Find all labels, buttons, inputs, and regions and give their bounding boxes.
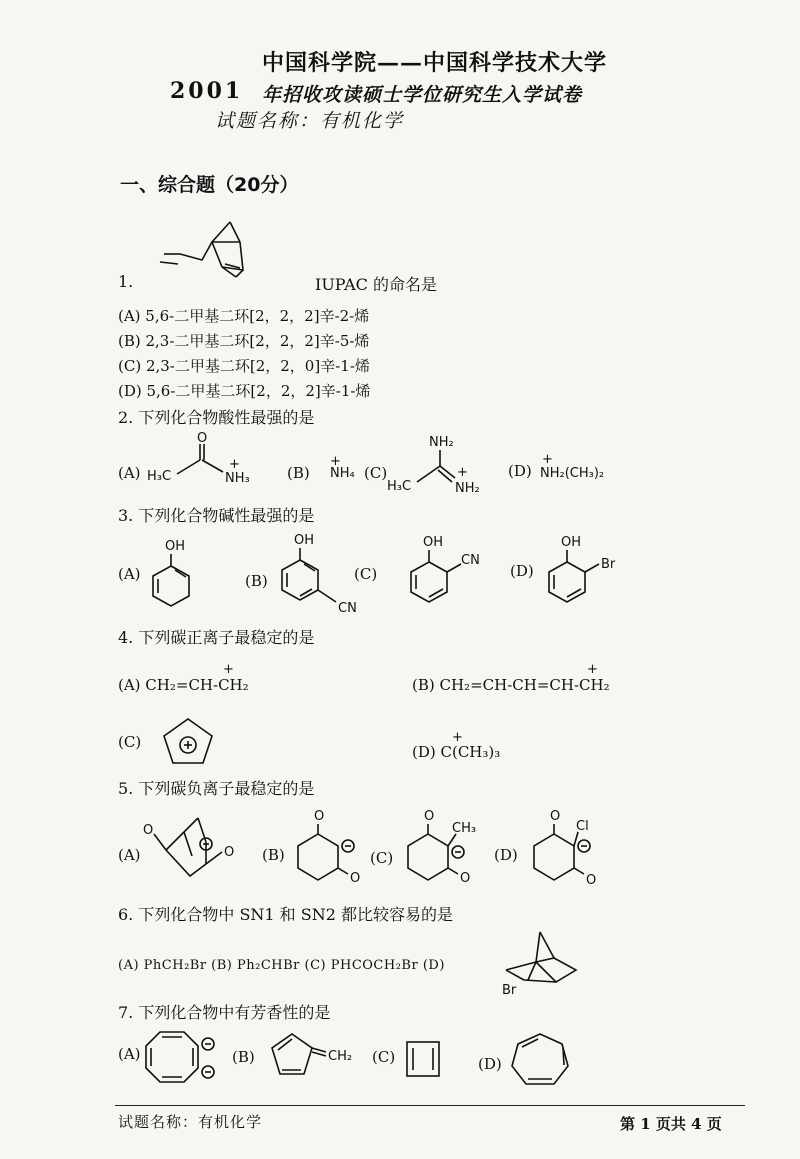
q4-a-plus: +: [223, 662, 234, 677]
q3-option-a-label: (A): [118, 565, 141, 583]
q7-b-fulvene-structure: [270, 1030, 365, 1085]
q5-d-o-bottom: O: [586, 873, 597, 888]
q5-b-o-top: O: [314, 809, 325, 824]
q3-c-cn: CN: [461, 553, 480, 568]
exam-year: 2001: [170, 78, 244, 104]
exam-subject: 试题名称：有机化学: [215, 110, 405, 132]
q5-c-o-top: O: [424, 809, 435, 824]
q7-text: 7. 下列化合物中有芳香性的是: [118, 1003, 331, 1022]
q6-d-br: Br: [502, 983, 517, 998]
q2-d-plus: +: [542, 452, 553, 467]
q2-option-a-label: (A): [118, 464, 141, 482]
q7-a-cyclooctatetraene-dianion-structure: [142, 1028, 222, 1088]
q5-a-bicyclic-diketone-anion-structure: [140, 812, 250, 890]
q3-d-bromophenol-structure: [541, 534, 641, 614]
q1-option-a: (A) 5,6-二甲基二环[2，2，2]辛-2-烯: [118, 307, 370, 325]
q5-option-d-label: (D): [494, 846, 518, 864]
q5-c-o-bottom: O: [460, 871, 471, 886]
q4-c-cyclopentadienyl-cation-structure: [160, 717, 220, 767]
q6-options: (A) PhCH₂Br (B) Ph₂CHBr (C) PHCOCH₂Br (D): [118, 958, 445, 973]
q5-c-ch3: CH₃: [452, 821, 477, 836]
q3-text: 3. 下列化合物碱性最强的是: [118, 506, 315, 525]
q7-d-cycloheptatriene-structure: [510, 1030, 575, 1090]
q3-c-cyanophenol-structure: [403, 534, 503, 614]
q3-b-oh: OH: [294, 533, 315, 548]
q5-text: 5. 下列碳负离子最稳定的是: [118, 779, 315, 798]
q2-c-nh2: NH₂: [455, 481, 480, 496]
q2-option-d-label: (D): [508, 462, 532, 480]
section-heading: 一、综合题（20分）: [120, 174, 299, 196]
q3-c-oh: OH: [423, 535, 444, 550]
q1-option-c: (C) 2,3-二甲基二环[2，2，0]辛-1-烯: [118, 357, 370, 375]
q4-b-plus: +: [587, 662, 598, 677]
q3-a-phenol-structure: [145, 538, 205, 613]
q7-option-d-label: (D): [478, 1055, 502, 1073]
q5-option-a-label: (A): [118, 846, 141, 864]
q4-option-c-label: (C): [118, 733, 142, 751]
q5-option-c-label: (C): [370, 849, 394, 867]
q3-option-d-label: (D): [510, 562, 534, 580]
q1-bicyclooctene-structure: [150, 212, 280, 282]
q7-c-cyclobutadiene-structure: [405, 1040, 445, 1082]
q5-b-o-bottom: O: [350, 871, 361, 886]
q4-option-b: (B) CH₂=CH-CH=CH-CH₂: [412, 676, 610, 694]
q1-number: 1.: [118, 272, 134, 291]
q5-b-cyclohexanedione-anion-structure: [290, 808, 370, 890]
q2-c-plus: +: [457, 465, 468, 480]
q2-a-o: O: [197, 431, 208, 446]
q5-a-o-right: O: [224, 845, 235, 860]
q1-option-d: (D) 5,6-二甲基二环[2，2，2]辛-1-烯: [118, 382, 371, 400]
q4-d-plus: +: [452, 730, 463, 745]
q4-option-d: (D) C(CH₃)₃: [412, 743, 501, 761]
q2-acetamidinium-structure: [385, 432, 495, 497]
q4-option-a: (A) CH₂=CH-CH₂: [118, 676, 249, 694]
q7-option-c-label: (C): [372, 1048, 396, 1066]
q7-b-ch2: CH₂: [328, 1049, 353, 1064]
q3-d-oh: OH: [561, 535, 582, 550]
q5-c-methyl-cyclohexanedione-anion-structure: [400, 808, 490, 890]
footer-page-number: 第 1 页共 4 页: [620, 1115, 722, 1133]
q1-text: IUPAC 的命名是: [315, 275, 437, 294]
q3-d-br: Br: [601, 557, 616, 572]
q3-b-cn: CN: [338, 601, 357, 616]
q4-text: 4. 下列碳正离子最稳定的是: [118, 628, 315, 647]
q7-option-b-label: (B): [232, 1048, 255, 1066]
q2-acetamidium-structure: [145, 430, 265, 490]
q6-d-bromonorbornane-structure: [498, 928, 588, 998]
q7-option-a-label: (A): [118, 1045, 141, 1063]
q2-d-dimethylammonium: NH₂(CH₃)₂: [540, 466, 605, 481]
q3-option-c-label: (C): [354, 565, 378, 583]
q2-c-h3c: H₃C: [387, 479, 412, 494]
q2-a-plus: +: [229, 457, 240, 472]
q6-text: 6. 下列化合物中 SN1 和 SN2 都比较容易的是: [118, 905, 453, 924]
q2-b-nh4: NH₄: [330, 466, 355, 481]
q5-option-b-label: (B): [262, 846, 285, 864]
q2-option-c-label: (C): [364, 464, 388, 482]
q3-a-oh: OH: [165, 539, 186, 554]
q5-a-o-left: O: [143, 823, 154, 838]
q5-d-cl: Cl: [576, 819, 589, 834]
q1-option-b: (B) 2,3-二甲基二环[2，2，2]辛-5-烯: [118, 332, 370, 350]
footer-subject: 试题名称：有机化学: [118, 1113, 263, 1131]
q2-a-h3c: H₃C: [147, 469, 172, 484]
q2-a-nh3: NH₃: [225, 471, 250, 486]
q3-option-b-label: (B): [245, 572, 268, 590]
exam-institution: 中国科学院——中国科学技术大学: [262, 50, 608, 76]
exam-title: 年招收攻读硕士学位研究生入学试卷: [262, 84, 583, 106]
q2-option-b-label: (B): [287, 464, 310, 482]
q5-d-o-top: O: [550, 809, 561, 824]
q2-c-nh2-top: NH₂: [429, 435, 454, 450]
q2-text: 2. 下列化合物酸性最强的是: [118, 408, 315, 427]
q2-b-plus: +: [330, 454, 341, 469]
footer-divider: [115, 1105, 745, 1106]
q5-d-chloro-cyclohexanedione-anion-structure: [528, 808, 618, 890]
